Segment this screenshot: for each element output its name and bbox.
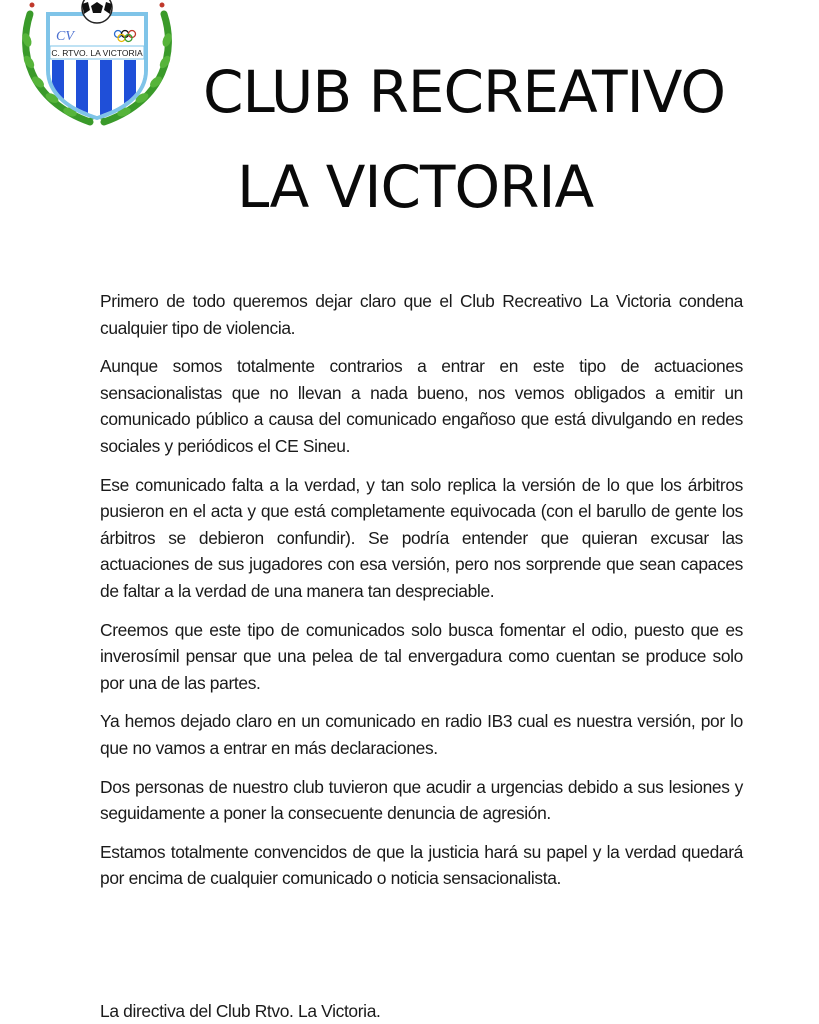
page-title-line1: CLUB RECREATIVO [203, 58, 726, 126]
paragraph-2: Aunque somos totalmente contrarios a entrar en este tipo de actuaciones sensacionalistas que no llevan a nada bueno, nos vemos obligados a emitir un comunicado público a causa del comunicado engañoso que está divulgando en redes sociales y periódicos el CE Sineu. [100, 356, 743, 456]
club-crest-logo [18, 0, 176, 128]
paragraph-1: Primero de todo queremos dejar claro que el Club Recreativo La Victoria condena cualquier tipo de violencia. [100, 291, 743, 338]
page-title-line2: LA VICTORIA [237, 153, 594, 221]
crest-monogram: CV [56, 29, 74, 44]
club-crest-icon [18, 0, 176, 128]
paragraph-3: Ese comunicado falta a la verdad, y tan solo replica la versión de lo que los árbitros pusieron en el acta y que está completamente equivocada (con el barullo de gente los árbitros se debieron confundir). Se podría entender que quieran excusar las actuaciones de sus jugadores con esa versión, pero nos sorprende que sean capaces de faltar a la verdad de una manera tan despreciable. [100, 474, 743, 601]
crest-banner-text: C. RTVO. LA VICTORIA [51, 48, 143, 58]
paragraph-4: Creemos que este tipo de comunicados solo busca fomentar el odio, puesto que es inverosímil pensar que una pelea de tal envergadura como cuentan se produce solo por una de las partes. [100, 619, 743, 693]
paragraph-7: Estamos totalmente convencidos de que la justicia hará su papel y la verdad quedará por encima de cualquier comunicado o noticia sensacionalista. [100, 841, 743, 889]
signature: La directiva del Club Rtvo. La Victoria. [100, 1001, 381, 1021]
paragraph-5: Ya hemos dejado claro en un comunicado en radio IB3 cual es nuestra versión, por lo que no vamos a entrar en más declaraciones. [100, 711, 743, 758]
paragraph-6: Dos personas de nuestro club tuvieron que acudir a urgencias debido a sus lesiones y seguidamente a poner la consecuente denuncia de agresión. [100, 776, 743, 824]
statement-body [100, 288, 743, 904]
